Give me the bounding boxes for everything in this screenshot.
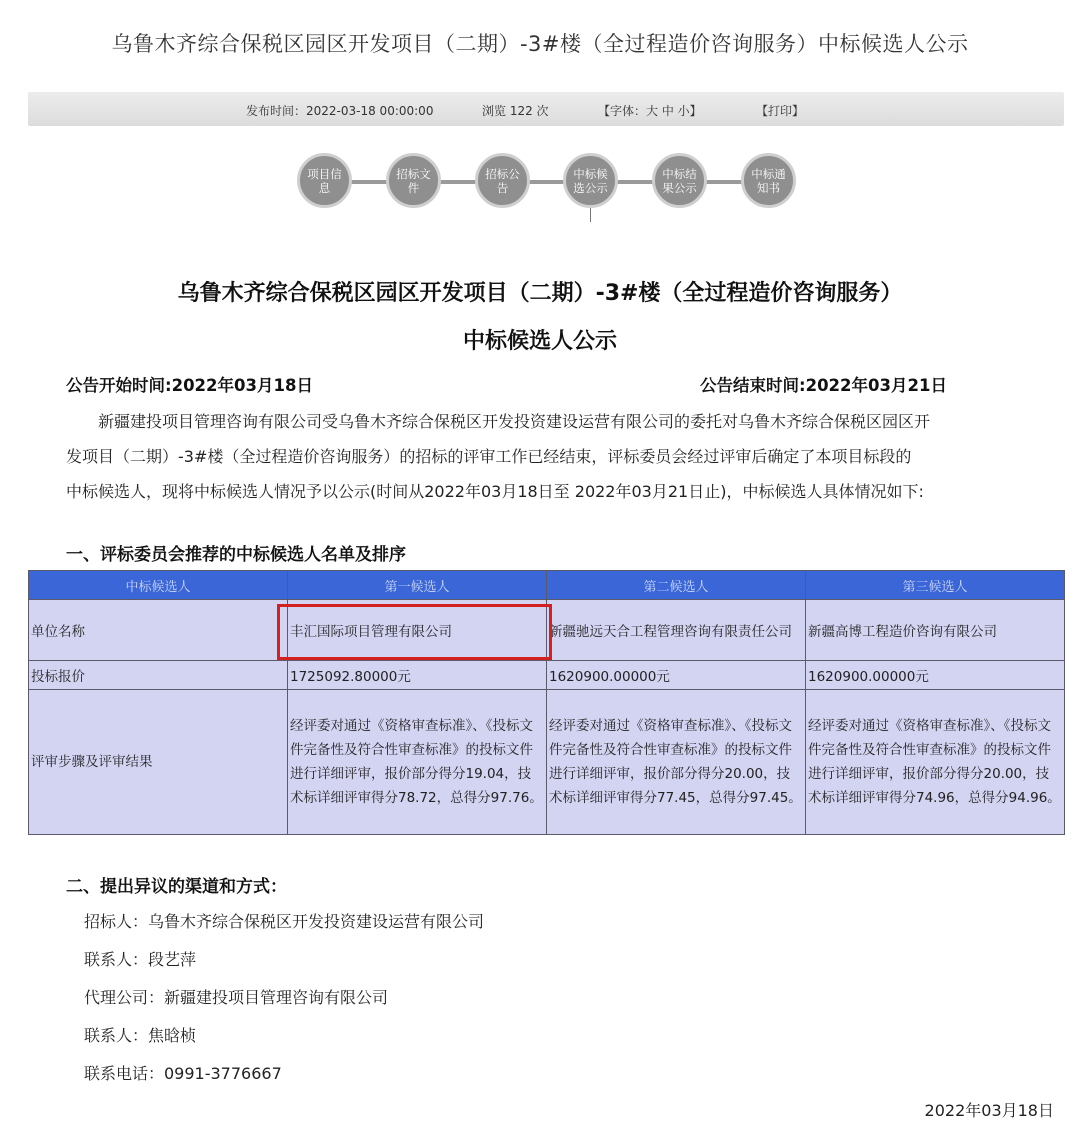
table-header-row (29, 571, 1065, 600)
header-cell: 中标候选人 (29, 571, 288, 600)
intro-paragraph (66, 404, 1066, 509)
candidate-3-price: 1620900.00000元 (806, 661, 1065, 690)
publish-time: 发布时间：2022-03-18 00:00:00 (246, 104, 434, 118)
intro-line: 发项目（二期）-3#楼（全过程造价咨询服务）的招标的评审工作已经结束，评标委员会经过评审后确定了本项目标段的 (66, 447, 912, 466)
candidate-3-name: 新疆高博工程造价咨询有限公司 (806, 600, 1065, 661)
footer-date: 2022年03月18日 (924, 1101, 1054, 1120)
candidate-3-review: 经评委对通过《资格审查标准》、《投标文件完备性及符合性审查标准》的投标文件进行详细评审，报价部分得分20.00，技术标详细评审得分74.96，总得分94.96。 (806, 690, 1065, 835)
candidate-1-name: 丰汇国际项目管理有限公司 (288, 600, 547, 661)
header-cell: 第三候选人 (806, 571, 1065, 600)
step-result-notice[interactable]: 中标结果公示 (652, 153, 707, 208)
print-link[interactable]: 【打印】 (756, 104, 805, 118)
meta-bar (28, 92, 1064, 126)
step-tender-notice[interactable]: 招标公告 (475, 153, 530, 208)
step-project-info[interactable]: 项目信息 (297, 153, 352, 208)
agency-line: 代理公司：新疆建投项目管理咨询有限公司 (84, 988, 389, 1007)
end-time: 公告结束时间:2022年03月21日 (700, 376, 947, 395)
view-count: 浏览 122 次 (482, 104, 549, 118)
candidate-1-review: 经评委对通过《资格审查标准》、《投标文件完备性及符合性审查标准》的投标文件进行详细评审，报价部分得分19.04，技术标详细评审得分78.72，总得分97.76。 (288, 690, 547, 835)
step-candidate-notice[interactable]: 中标候选公示 (563, 153, 618, 208)
doc-title-line2: 中标候选人公示 (462, 329, 617, 354)
candidate-1-price: 1725092.80000元 (288, 661, 547, 690)
row-label: 单位名称 (29, 600, 288, 661)
doc-title-line1: 乌鲁木齐综合保税区园区开发项目（二期）-3#楼（全过程造价咨询服务） (177, 281, 903, 306)
phone-line: 联系电话：0991-3776667 (84, 1064, 282, 1083)
tenderer-line: 招标人：乌鲁木齐综合保税区开发投资建设运营有限公司 (84, 912, 485, 931)
highlight-box (277, 604, 552, 660)
header-cell: 第一候选人 (288, 571, 547, 600)
candidate-2-price: 1620900.00000元 (547, 661, 806, 690)
header-cell: 第二候选人 (547, 571, 806, 600)
candidate-2-review: 经评委对通过《资格审查标准》、《投标文件完备性及符合性审查标准》的投标文件进行详细评审，报价部分得分20.00，技术标详细评审得分77.45，总得分97.45。 (547, 690, 806, 835)
step-award-letter[interactable]: 中标通知书 (741, 153, 796, 208)
agency-contact-line: 联系人：焦晗桢 (84, 1026, 197, 1045)
table-row (29, 690, 1065, 835)
start-time: 公告开始时间:2022年03月18日 (66, 376, 313, 395)
section1-heading: 一、评标委员会推荐的中标候选人名单及排序 (66, 545, 406, 565)
candidate-2-name: 新疆驰远天合工程管理咨询有限责任公司 (547, 600, 806, 661)
intro-line: 新疆建投项目管理咨询有限公司受乌鲁木齐综合保税区开发投资建设运营有限公司的委托对乌鲁木齐综合保税区园区开 (66, 412, 931, 431)
table-row (29, 661, 1065, 690)
page-title: 乌鲁木齐综合保税区园区开发项目（二期）-3#楼（全过程造价咨询服务）中标候选人公示 (111, 32, 969, 56)
section2-heading: 二、提出异议的渠道和方式： (66, 877, 287, 897)
row-label: 评审步骤及评审结果 (29, 690, 288, 835)
font-size-control[interactable]: 【字体：大 中 小】 (598, 104, 702, 118)
step-tender-docs[interactable]: 招标文件 (386, 153, 441, 208)
intro-line: 中标候选人，现将中标候选人情况予以公示(时间从2022年03月18日至 2022年03月21日止)，中标候选人具体情况如下: (66, 482, 924, 501)
tenderer-contact-line: 联系人：段艺萍 (84, 950, 197, 969)
row-label: 投标报价 (29, 661, 288, 690)
